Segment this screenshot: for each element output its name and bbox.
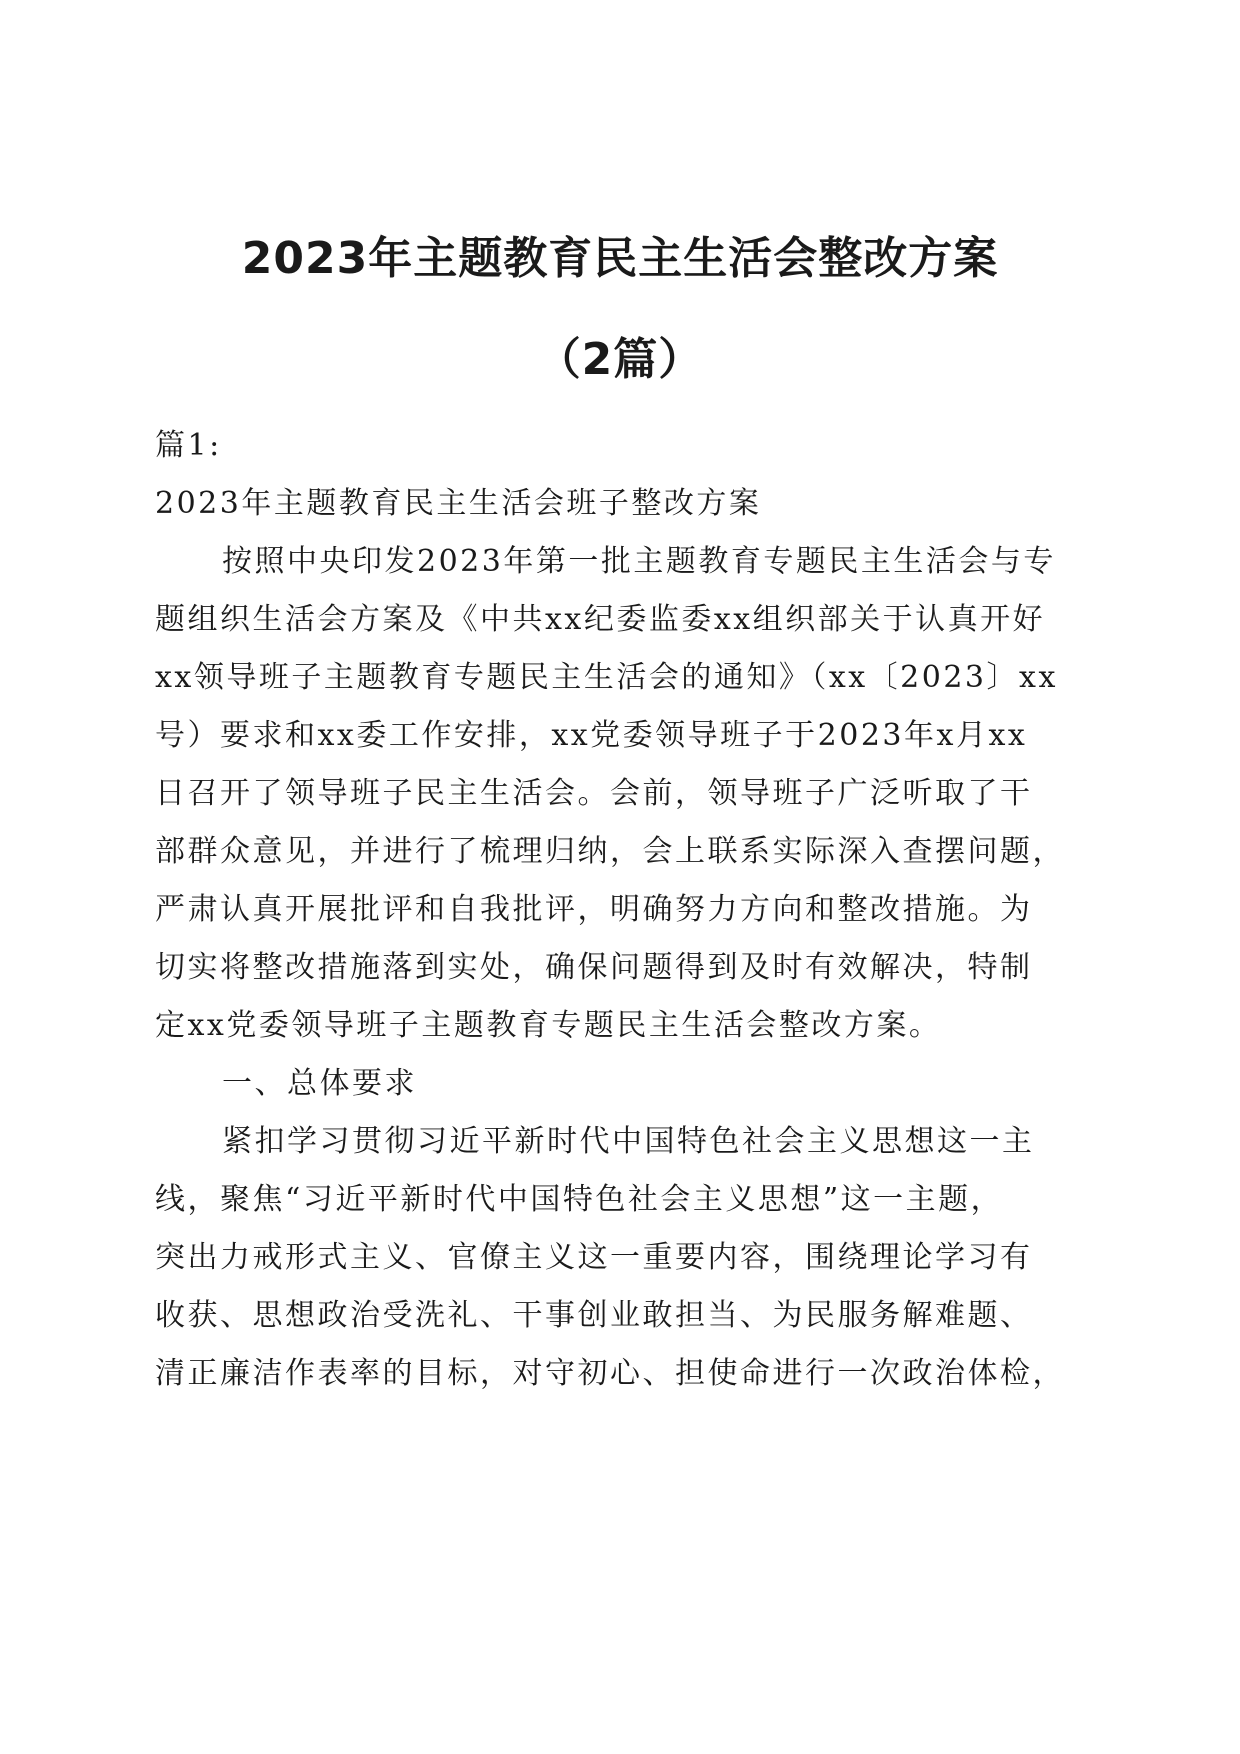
section-heading: 一、总体要求 (222, 1066, 417, 1101)
paragraph-line: 题组织生活会方案及《中共xx纪委监委xx组织部关于认真开好 (155, 602, 1046, 637)
section-subtitle: 2023年主题教育民主生活会班子整改方案 (155, 486, 762, 521)
paragraph-line: 切实将整改措施落到实处，确保问题得到及时有效解决，特制 (155, 950, 1033, 985)
section-label: 篇1: (155, 428, 222, 463)
paragraph-line: 日召开了领导班子民主生活会。会前，领导班子广泛听取了干 (155, 776, 1033, 811)
paragraph-line: xx领导班子主题教育专题民主生活会的通知》（xx〔2023〕xx (155, 660, 1058, 695)
paragraph-line: 严肃认真开展批评和自我批评，明确努力方向和整改措施。为 (155, 892, 1033, 927)
paragraph-line: 清正廉洁作表率的目标，对守初心、担使命进行一次政治体检， (155, 1356, 1065, 1391)
paragraph-line: 线，聚焦“习近平新时代中国特色社会主义思想”这一主题， (155, 1182, 1004, 1217)
document-title-count: （2篇） (536, 334, 704, 385)
document-title: 2023年主题教育民主生活会整改方案 (241, 233, 999, 284)
paragraph-line: 按照中央印发2023年第一批主题教育专题民主生活会与专 (222, 544, 1056, 579)
paragraph-line: 收获、思想政治受洗礼、干事创业敢担当、为民服务解难题、 (155, 1298, 1033, 1333)
paragraph-line: 部群众意见，并进行了梳理归纳，会上联系实际深入查摆问题， (155, 834, 1065, 869)
paragraph-line: 突出力戒形式主义、官僚主义这一重要内容，围绕理论学习有 (155, 1240, 1033, 1275)
paragraph-line: 定xx党委领导班子主题教育专题民主生活会整改方案。 (155, 1008, 942, 1043)
paragraph-line: 紧扣学习贯彻习近平新时代中国特色社会主义思想这一主 (222, 1124, 1035, 1159)
paragraph-line: 号）要求和xx委工作安排，xx党委领导班子于2023年x月xx (155, 718, 1028, 753)
